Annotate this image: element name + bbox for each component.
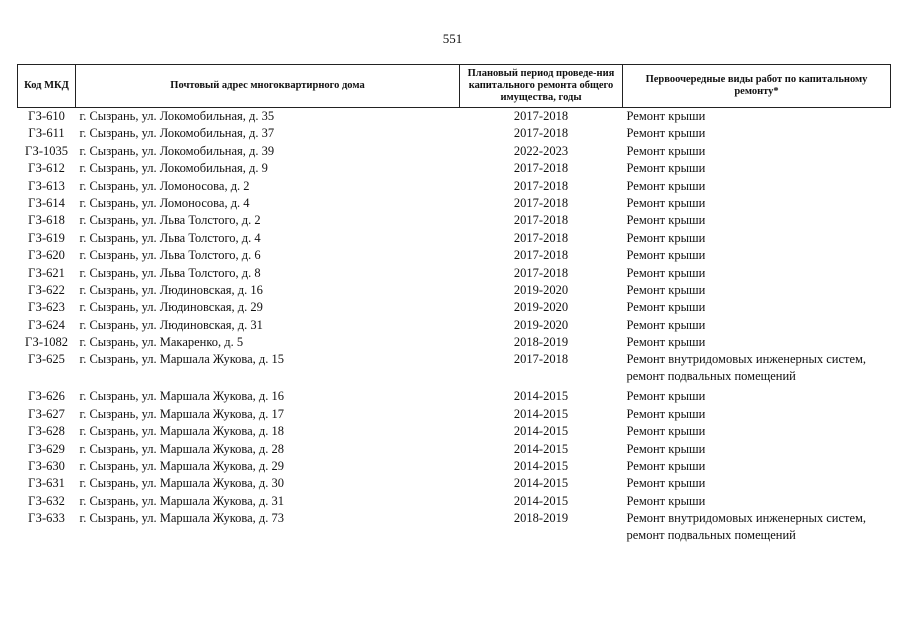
cell-works: Ремонт крыши — [626, 476, 706, 491]
cell-period: 2018-2019 — [513, 335, 569, 350]
cell-address: г. Сызрань, ул. Льва Толстого, д. 4 — [79, 230, 261, 245]
cell-code: ГЗ-624 — [28, 317, 65, 332]
cell-period: 2019-2020 — [513, 282, 569, 297]
cell-address: г. Сызрань, ул. Людиновская, д. 16 — [79, 282, 263, 297]
cell-works: Ремонт крыши — [626, 300, 706, 315]
page-number: 551 — [442, 31, 463, 46]
table-header-row — [18, 65, 891, 108]
cell-code: ГЗ-619 — [28, 230, 65, 245]
cell-code: ГЗ-622 — [28, 282, 65, 297]
cell-address: г. Сызрань, ул. Маршала Жукова, д. 31 — [79, 493, 285, 508]
table-row — [18, 299, 891, 316]
cell-code: ГЗ-1082 — [25, 335, 68, 350]
cell-address: г. Сызрань, ул. Льва Толстого, д. 6 — [79, 248, 261, 263]
table-row — [18, 493, 891, 510]
cell-code: ГЗ-1035 — [25, 143, 68, 158]
table-row — [18, 388, 891, 405]
table-row — [18, 282, 891, 299]
cell-address: г. Сызрань, ул. Ломоносова, д. 2 — [79, 178, 250, 193]
cell-code: ГЗ-630 — [28, 459, 65, 474]
cell-address: г. Сызрань, ул. Локомобильная, д. 9 — [79, 161, 268, 176]
cell-period: 2022-2023 — [513, 143, 569, 158]
cell-works: Ремонт крыши — [626, 317, 706, 332]
cell-period: 2014-2015 — [513, 493, 569, 508]
cell-code: ГЗ-627 — [28, 406, 65, 421]
table-row — [18, 143, 891, 160]
cell-code: ГЗ-612 — [28, 161, 65, 176]
cell-code: ГЗ-631 — [28, 476, 65, 491]
header-code: Код МКД — [18, 65, 76, 108]
cell-address: г. Сызрань, ул. Маршала Жукова, д. 18 — [79, 424, 285, 439]
cell-works: Ремонт крыши — [626, 493, 706, 508]
cell-period: 2017-2018 — [513, 161, 569, 176]
cell-address: г. Сызрань, ул. Льва Толстого, д. 2 — [79, 213, 261, 228]
cell-works: Ремонт крыши — [626, 213, 706, 228]
cell-period: 2019-2020 — [513, 317, 569, 332]
table-body — [18, 108, 891, 548]
cell-address: г. Сызрань, ул. Макаренко, д. 5 — [79, 335, 244, 350]
capital-repair-table — [17, 64, 891, 547]
cell-period: 2017-2018 — [513, 248, 569, 263]
cell-period: 2014-2015 — [513, 406, 569, 421]
table-row — [18, 423, 891, 440]
cell-period: 2017-2018 — [513, 230, 569, 245]
cell-works: Ремонт внутридомовых инженерных систем, ремонт подвальных помещений — [626, 511, 867, 543]
header-period: Плановый период проведе-ния капитального ремонта общего имущества, годы — [460, 65, 623, 108]
cell-works: Ремонт крыши — [626, 441, 706, 456]
cell-code: ГЗ-632 — [28, 493, 65, 508]
cell-address: г. Сызрань, ул. Локомобильная, д. 35 — [79, 109, 275, 123]
table-row — [18, 195, 891, 212]
cell-works: Ремонт крыши — [626, 248, 706, 263]
cell-address: г. Сызрань, ул. Локомобильная, д. 39 — [79, 143, 275, 158]
cell-works: Ремонт крыши — [626, 389, 706, 404]
table-row — [18, 212, 891, 229]
cell-code: ГЗ-618 — [28, 213, 65, 228]
cell-address: г. Сызрань, ул. Льва Толстого, д. 8 — [79, 265, 261, 280]
cell-works: Ремонт внутридомовых инженерных систем, ремонт подвальных помещений — [626, 352, 867, 384]
cell-code: ГЗ-625 — [28, 352, 65, 367]
cell-period: 2018-2019 — [513, 511, 569, 526]
cell-works: Ремонт крыши — [626, 406, 706, 421]
cell-address: г. Сызрань, ул. Людиновская, д. 29 — [79, 300, 263, 315]
cell-works: Ремонт крыши — [626, 265, 706, 280]
cell-period: 2019-2020 — [513, 300, 569, 315]
cell-address: г. Сызрань, ул. Маршала Жукова, д. 29 — [79, 459, 285, 474]
cell-works: Ремонт крыши — [626, 282, 706, 297]
cell-period: 2017-2018 — [513, 109, 569, 123]
cell-period: 2017-2018 — [513, 265, 569, 280]
cell-period: 2017-2018 — [513, 126, 569, 141]
cell-address: г. Сызрань, ул. Маршала Жукова, д. 30 — [79, 476, 285, 491]
cell-address: г. Сызрань, ул. Маршала Жукова, д. 15 — [79, 352, 285, 367]
cell-code: ГЗ-628 — [28, 424, 65, 439]
cell-code: ГЗ-629 — [28, 441, 65, 456]
cell-address: г. Сызрань, ул. Маршала Жукова, д. 16 — [79, 389, 285, 404]
table-row — [18, 334, 891, 351]
cell-address: г. Сызрань, ул. Маршала Жукова, д. 17 — [79, 406, 285, 421]
cell-period: 2017-2018 — [513, 213, 569, 228]
table-row — [18, 317, 891, 334]
cell-works: Ремонт крыши — [626, 143, 706, 158]
cell-address: г. Сызрань, ул. Маршала Жукова, д. 73 — [79, 511, 285, 526]
table-row — [18, 475, 891, 492]
cell-period: 2017-2018 — [513, 352, 569, 367]
table-row — [18, 351, 891, 388]
cell-works: Ремонт крыши — [626, 109, 706, 123]
cell-code: ГЗ-611 — [28, 126, 65, 141]
cell-address: г. Сызрань, ул. Локомобильная, д. 37 — [79, 126, 275, 141]
table-row — [18, 265, 891, 282]
cell-address: г. Сызрань, ул. Маршала Жукова, д. 28 — [79, 441, 285, 456]
header-address: Почтовый адрес многоквартирного дома — [76, 65, 460, 108]
cell-works: Ремонт крыши — [626, 161, 706, 176]
table-row — [18, 247, 891, 264]
cell-works: Ремонт крыши — [626, 178, 706, 193]
cell-period: 2014-2015 — [513, 424, 569, 439]
cell-works: Ремонт крыши — [626, 424, 706, 439]
cell-address: г. Сызрань, ул. Ломоносова, д. 4 — [79, 195, 250, 210]
cell-period: 2014-2015 — [513, 476, 569, 491]
cell-period: 2017-2018 — [513, 195, 569, 210]
cell-code: ГЗ-610 — [28, 109, 65, 123]
table-row — [18, 441, 891, 458]
cell-code: ГЗ-620 — [28, 248, 65, 263]
table-row — [18, 406, 891, 423]
cell-works: Ремонт крыши — [626, 126, 706, 141]
table-row — [18, 125, 891, 142]
cell-code: ГЗ-626 — [28, 389, 65, 404]
cell-code: ГЗ-623 — [28, 300, 65, 315]
cell-period: 2014-2015 — [513, 441, 569, 456]
table-row — [18, 230, 891, 247]
cell-code: ГЗ-613 — [28, 178, 65, 193]
cell-period: 2014-2015 — [513, 459, 569, 474]
table-row — [18, 108, 891, 126]
cell-works: Ремонт крыши — [626, 195, 706, 210]
cell-works: Ремонт крыши — [626, 335, 706, 350]
cell-code: ГЗ-633 — [28, 511, 65, 526]
cell-works: Ремонт крыши — [626, 230, 706, 245]
table-row — [18, 160, 891, 177]
table-row — [18, 458, 891, 475]
header-works: Первоочередные виды работ по капитальному ремонту* — [623, 65, 891, 108]
cell-period: 2014-2015 — [513, 389, 569, 404]
cell-address: г. Сызрань, ул. Людиновская, д. 31 — [79, 317, 263, 332]
table-row — [18, 510, 891, 547]
cell-works: Ремонт крыши — [626, 459, 706, 474]
table-row — [18, 178, 891, 195]
cell-code: ГЗ-614 — [28, 195, 65, 210]
cell-code: ГЗ-621 — [28, 265, 65, 280]
cell-period: 2017-2018 — [513, 178, 569, 193]
